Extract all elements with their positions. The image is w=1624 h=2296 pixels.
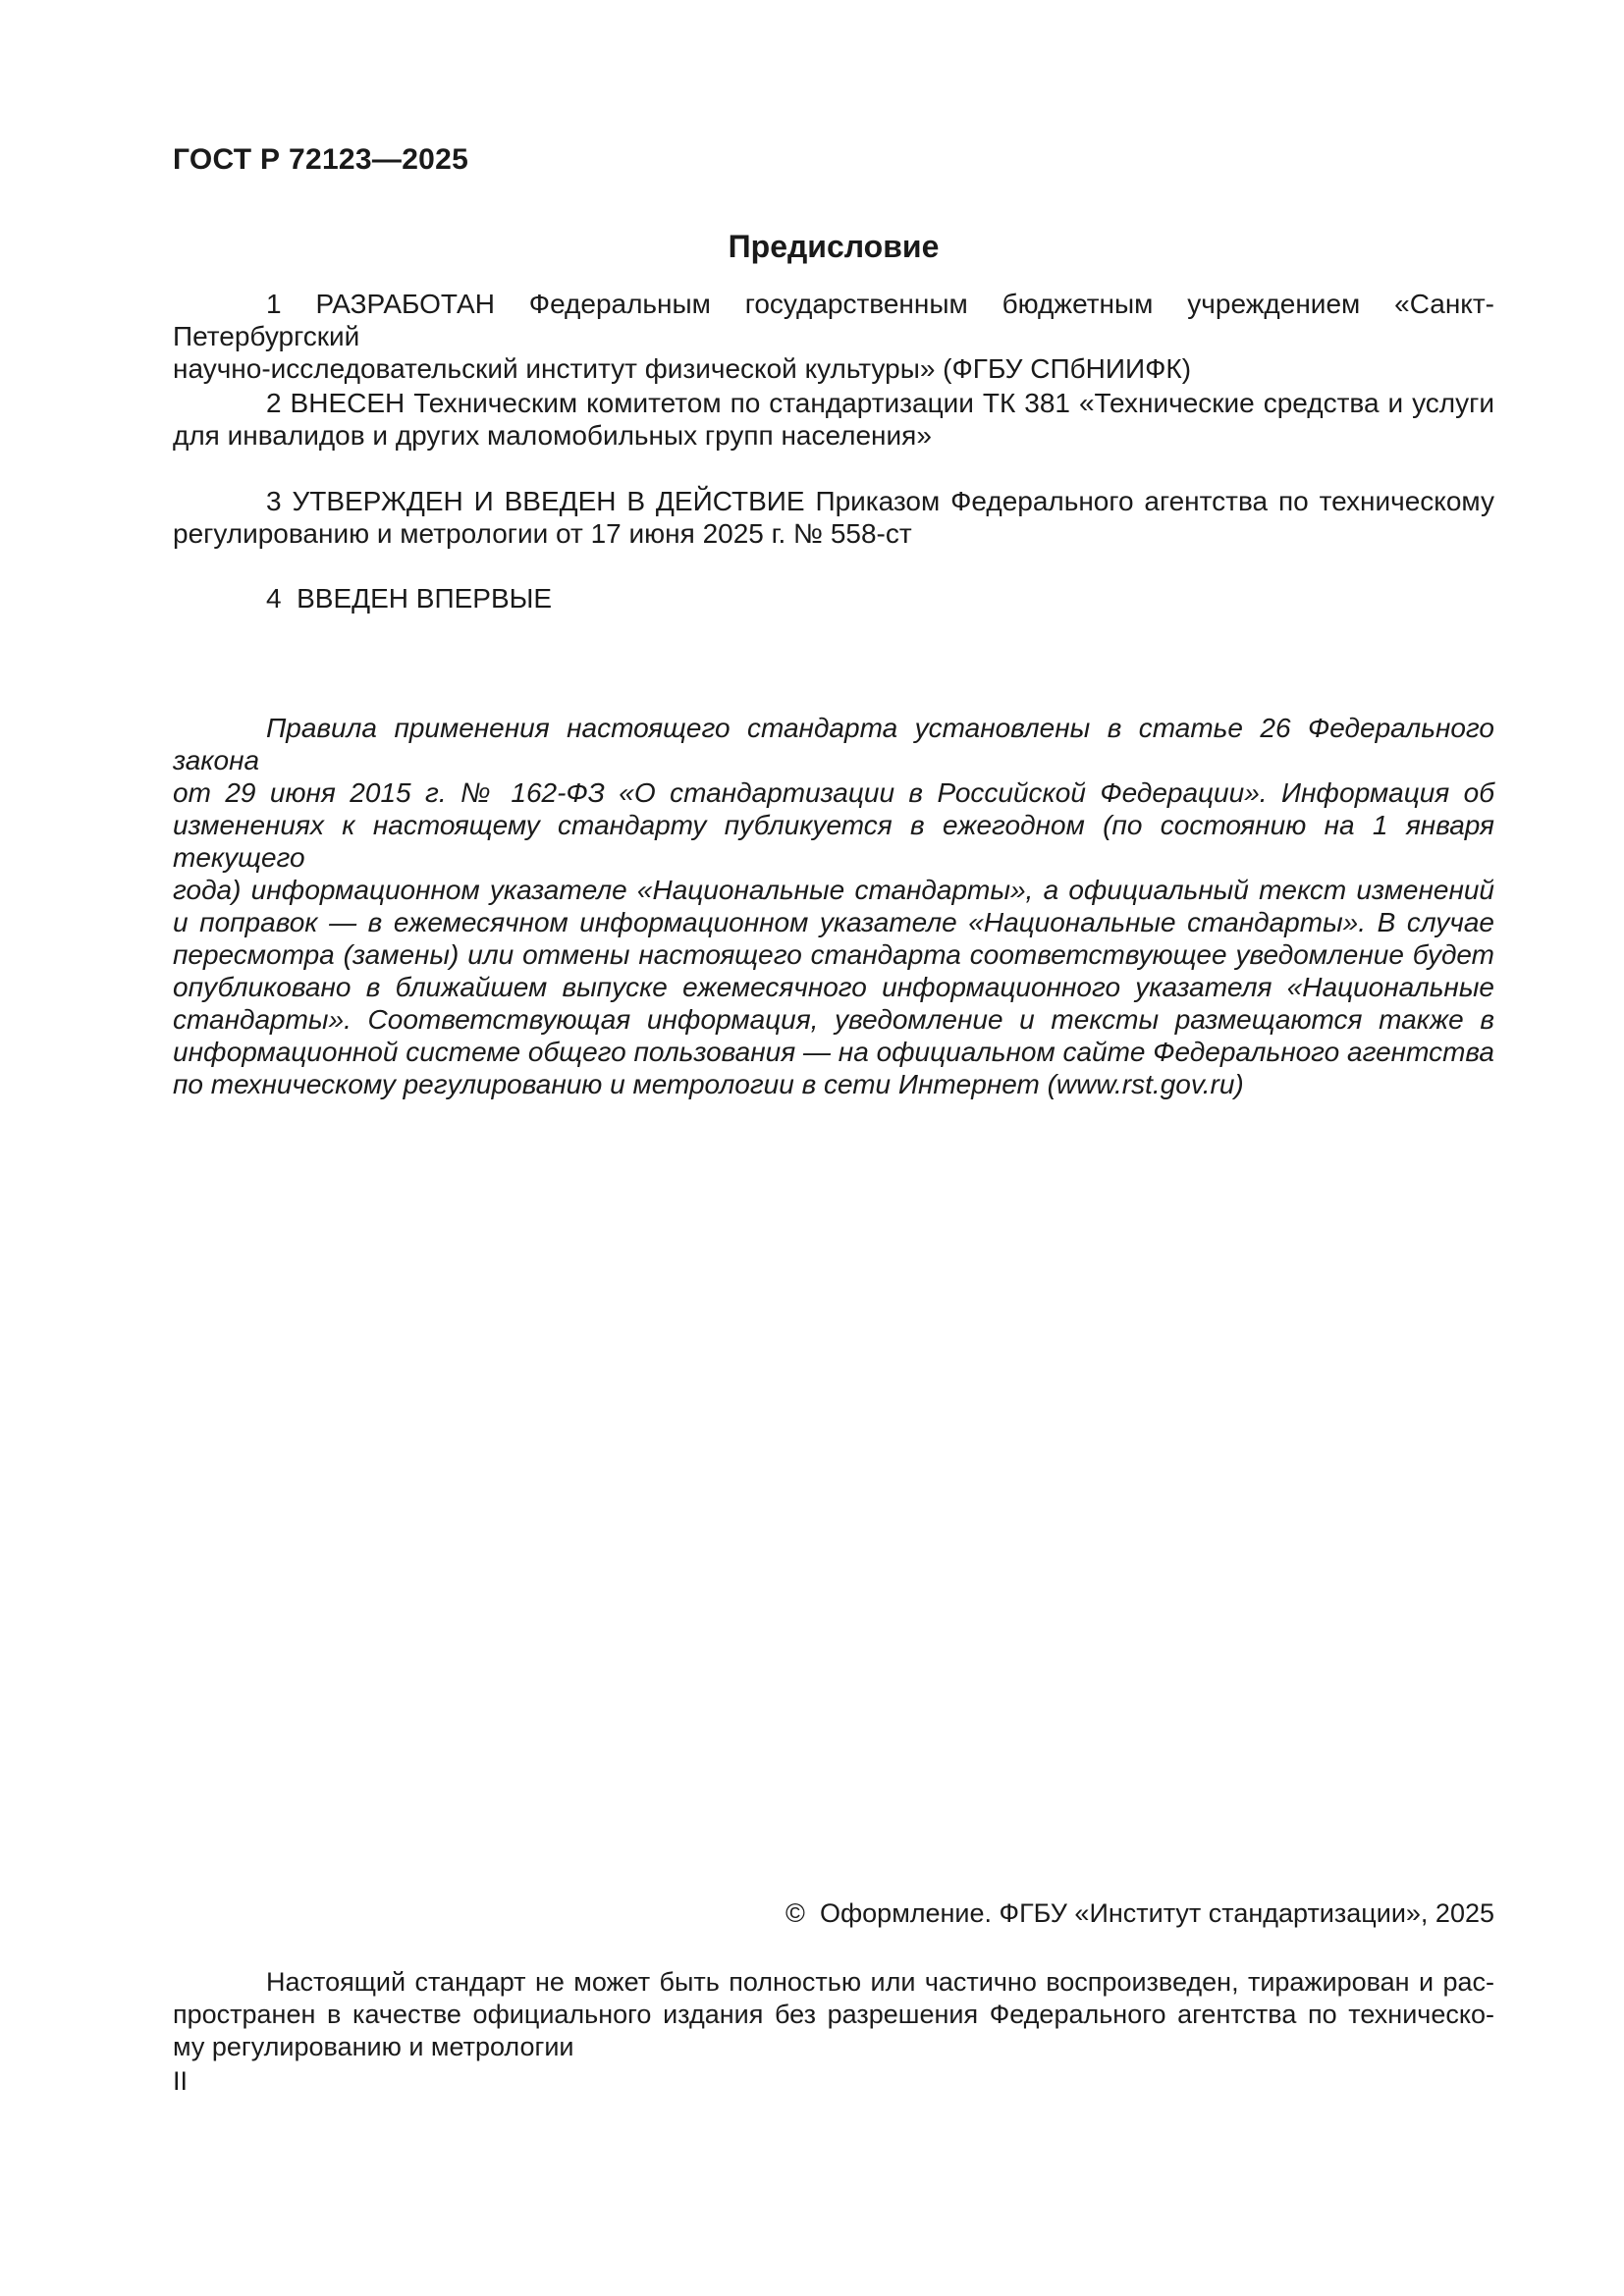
text-line: для инвалидов и других маломобильных групп населения» xyxy=(173,420,932,451)
page-number: II xyxy=(173,2066,189,2096)
text-line: года) информационном указателе «Национальные стандарты», а официальный текст изменений xyxy=(173,875,1494,905)
text-line: информационной системе общего пользования — на официальном сайте Федерального агентства xyxy=(173,1037,1494,1067)
page-title: Предисловие xyxy=(728,229,940,264)
text-line: 3 УТВЕРЖДЕН И ВВЕДЕН В ДЕЙСТВИЕ Приказом Федерального агентства по техническому xyxy=(266,486,1494,516)
text-line: от 29 июня 2015 г. № 162-ФЗ «О стандартизации в Российской Федерации». Информация об xyxy=(173,777,1494,808)
text-line: Правила применения настоящего стандарта установлены в статье 26 Федерального закона xyxy=(173,713,1494,775)
text-line: пространен в качестве официального издания без разрешения Федерального агентства по техническо- xyxy=(173,2000,1494,2029)
text-line: пересмотра (замены) или отмены настоящего стандарта соответствующее уведомление будет xyxy=(173,939,1494,970)
text-line: по техническому регулированию и метрологии в сети Интернет (www.rst.gov.ru) xyxy=(173,1069,1244,1099)
text-line: опубликовано в ближайшем выпуске ежемесячного информационного указателя «Национальные xyxy=(173,972,1494,1002)
text-line: стандарты». Соответствующая информация, уведомление и тексты размещаются также в xyxy=(173,1004,1494,1035)
foreword-item-approved xyxy=(173,485,1494,550)
text-line: и поправок — в ежемесячном информационном указателе «Национальные стандарты». В случае xyxy=(173,907,1494,937)
text-line: научно-исследовательский институт физической культуры» (ФГБУ СПбНИИФК) xyxy=(173,353,1192,384)
legal-notice-paragraph xyxy=(173,712,1494,1100)
foreword-item-developed xyxy=(173,288,1494,385)
foreword-item-first-edition xyxy=(173,582,1494,614)
doc-code: ГОСТ Р 72123—2025 xyxy=(173,143,469,176)
reproduction-restriction-paragraph xyxy=(173,1966,1494,2063)
foreword-item-submitted xyxy=(173,387,1494,452)
text-line: 2 ВНЕСЕН Техническим комитетом по стандартизации ТК 381 «Технические средства и услуги xyxy=(266,388,1494,418)
text-line: изменениях к настоящему стандарту публикуется в ежегодном (по состоянию на 1 января текущего xyxy=(173,810,1494,873)
copyright-line: © Оформление. ФГБУ «Институт стандартизации», 2025 xyxy=(785,1898,1494,1928)
text-line: 4 ВВЕДЕН ВПЕРВЫЕ xyxy=(266,583,553,614)
text-line: 1 РАЗРАБОТАН Федеральным государственным бюджетным учреждением «Санкт-Петербургский xyxy=(173,289,1494,351)
text-line: Настоящий стандарт не может быть полностью или частично воспроизведен, тиражирован и рас- xyxy=(266,1967,1494,1997)
text-line: му регулированию и метрологии xyxy=(173,2032,574,2061)
text-line: регулированию и метрологии от 17 июня 2025 г. № 558-ст xyxy=(173,518,912,549)
